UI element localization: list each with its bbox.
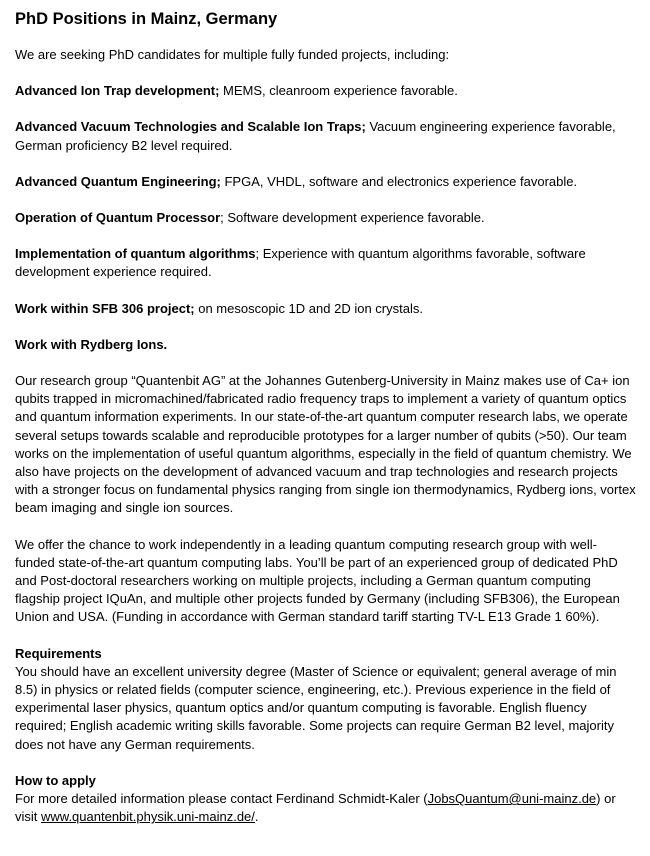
project-item	[15, 300, 636, 318]
apply-text-before: For more detailed information please contact Ferdinand Schmidt-Kaler (	[15, 791, 428, 807]
project-description: Vacuum engineering experience favorable, German proficiency B2 level required.	[15, 119, 616, 153]
page-title: PhD Positions in Mainz, Germany	[15, 10, 278, 28]
project-item	[15, 173, 636, 191]
requirements-heading: Requirements	[15, 645, 102, 661]
project-item	[15, 336, 636, 354]
project-item	[15, 118, 636, 154]
project-description: on mesoscopic 1D and 2D ion crystals.	[194, 300, 423, 316]
apply-section	[15, 772, 636, 827]
project-description: ; Experience with quantum algorithms favorable, software development experience required.	[15, 246, 586, 280]
apply-text-middle: ) or visit	[15, 791, 616, 825]
apply-heading: How to apply	[15, 772, 96, 788]
website-link[interactable]: www.quantenbit.physik.uni-mainz.de/	[41, 809, 255, 825]
project-item	[15, 245, 636, 281]
intro-text: We are seeking PhD candidates for multiple fully funded projects, including:	[15, 47, 450, 62]
project-description: MEMS, cleanroom experience favorable.	[219, 83, 458, 99]
requirements-section	[15, 645, 636, 754]
offer-paragraph: We offer the chance to work independently in a leading quantum computing research group with well-funded state-of-the-art quantum computing labs. You’ll be part of an experienced group of dedicated PhD and Post-doctoral researchers working on multiple projects, including a German quantum computing flagship project IQuAn, and multiple other projects funded by Germany (including SFB306), the European Union and USA. (Funding in accordance with German standard tariff starting TV-L E13 Grade 1 60%).	[15, 536, 620, 625]
project-name: Work with Rydberg Ions.	[15, 336, 168, 352]
project-name: Advanced Ion Trap development;	[15, 83, 220, 99]
project-description: FPGA, VHDL, software and electronics experience favorable.	[220, 173, 578, 189]
project-name: Implementation of quantum algorithms	[15, 246, 256, 262]
project-name: Advanced Quantum Engineering;	[15, 173, 221, 189]
contact-email-link[interactable]: JobsQuantum@uni-mainz.de	[427, 791, 597, 807]
requirements-text: You should have an excellent university degree (Master of Science or equivalent; general average of min 8.5) in physics or related fields (computer science, engineering, etc.). Previous experience in the field of experimental laser physics, quantum optics and/or quantum computing is favorable. English fluency required; English academic writing skills favorable. Some projects can require German B2 level, majority does not have any German requirements.	[15, 663, 617, 752]
apply-text-after: .	[254, 809, 259, 825]
project-item	[15, 209, 636, 227]
project-item	[15, 82, 636, 100]
project-name: Work within SFB 306 project;	[15, 300, 195, 316]
project-name: Operation of Quantum Processor	[15, 210, 221, 226]
research-paragraph: Our research group “Quantenbit AG” at the Johannes Gutenberg-University in Mainz makes use of Ca+ ion qubits trapped in micromachined/fabricated radio frequency traps to implement a variety of quantum optics and quantum information experiments. In our state-of-the-art quantum computer research labs, we operate several setups towards scalable and reproducible prototypes for a larger number of qubits (>50). Our team works on the implementation of useful quantum algorithms, especially in the field of quantum chemistry. We also have projects on the development of advanced vacuum and trap technologies and research projects with a stronger focus on fundamental physics ranging from single ion thermodynamics, Rydberg ions, vortex beam imaging and single ion sources.	[15, 373, 636, 516]
project-name: Advanced Vacuum Technologies and Scalable Ion Traps;	[15, 119, 366, 135]
project-description: ; Software development experience favorable.	[220, 210, 485, 226]
